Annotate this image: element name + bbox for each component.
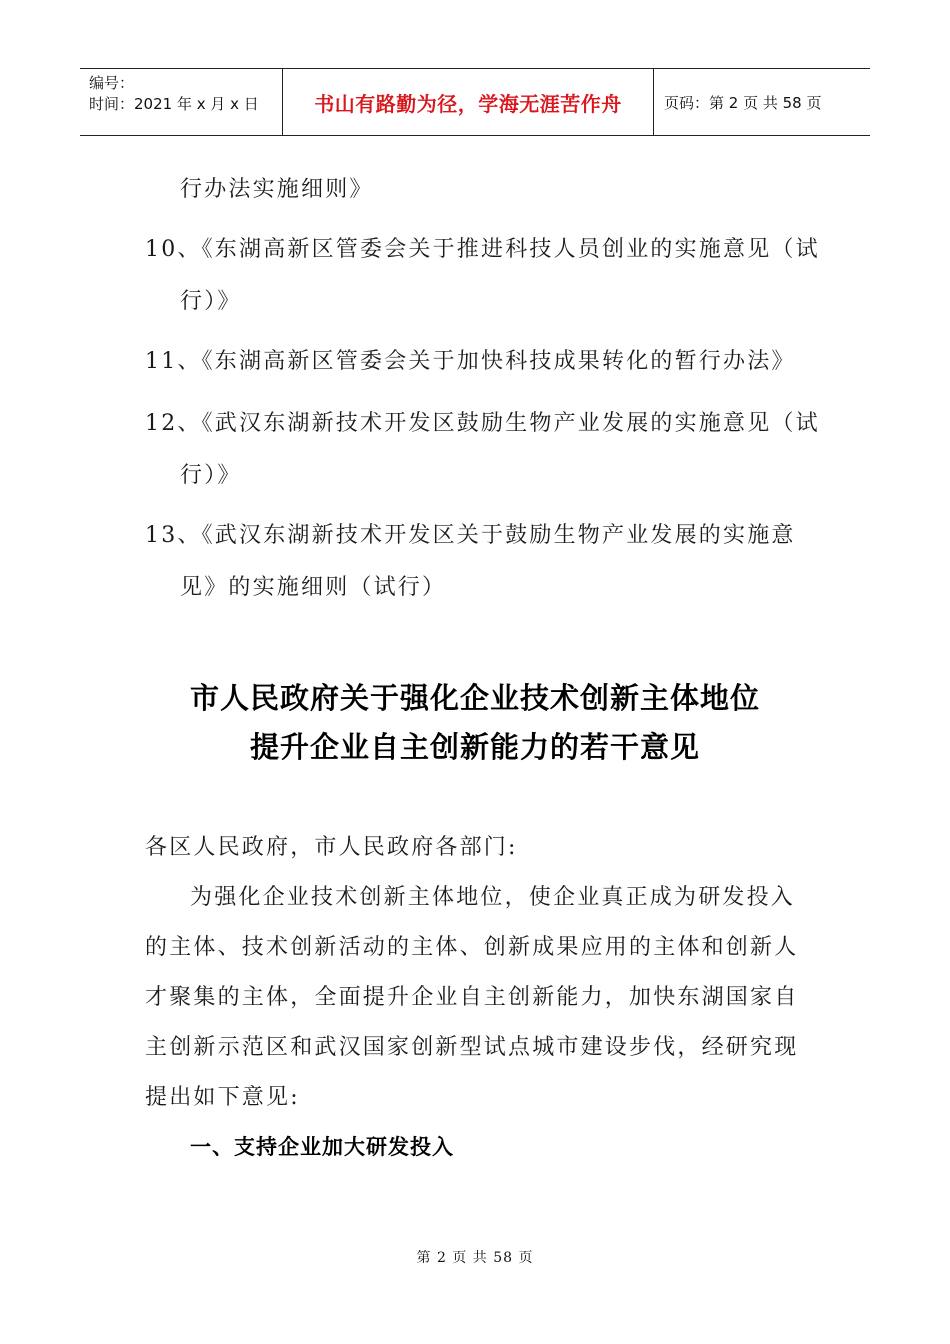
list-item-13: 13、《武汉东湖新技术开发区关于鼓励生物产业发展的实施意 xyxy=(145,523,796,548)
body-paragraph-line: 为强化企业技术创新主体地位，使企业真正成为研发投入 xyxy=(190,885,796,910)
list-item-11: 11、《东湖高新区管委会关于加快科技成果转化的暂行办法》 xyxy=(145,349,796,374)
list-item-12-continuation: 行）》 xyxy=(180,463,242,488)
body-paragraph-line: 提出如下意见: xyxy=(145,1085,300,1110)
document-number: 编号： xyxy=(89,74,135,92)
list-item-12: 12、《武汉东湖新技术开发区鼓励生物产业发展的实施意见（试 xyxy=(145,411,820,436)
header-motto: 书山有路勤为径，学海无涯苦作舟 xyxy=(282,69,654,135)
salutation: 各区人民政府，市人民政府各部门: xyxy=(145,835,518,860)
list-item-continuation: 行办法实施细则》 xyxy=(180,177,374,202)
body-paragraph-line: 才聚集的主体，全面提升企业自主创新能力，加快东湖国家自 xyxy=(145,985,799,1010)
list-item-10-continuation: 行）》 xyxy=(180,289,242,314)
section-heading-1: 一、支持企业加大研发投入 xyxy=(190,1135,454,1159)
document-title-line2: 提升企业自主创新能力的若干意见 xyxy=(249,730,700,764)
list-item-10: 10、《东湖高新区管委会关于推进科技人员创业的实施意见（试 xyxy=(145,237,820,262)
page-footer: 第 2 页 共 58 页 xyxy=(416,1250,534,1266)
body-paragraph-line: 的主体、技术创新活动的主体、创新成果应用的主体和创新人 xyxy=(145,935,799,960)
header-meta xyxy=(80,69,282,135)
body-paragraph-line: 主创新示范区和武汉国家创新型试点城市建设步伐，经研究现 xyxy=(145,1035,799,1060)
list-item-13-continuation: 见》的实施细则（试行） xyxy=(180,575,447,600)
page-header xyxy=(80,68,870,136)
header-page-info: 页码：第 2 页 共 58 页 xyxy=(664,93,822,112)
document-date: 时间：2021 年 x 月 x 日 xyxy=(89,95,259,113)
document-title-line1: 市人民政府关于强化企业技术创新主体地位 xyxy=(189,681,760,715)
